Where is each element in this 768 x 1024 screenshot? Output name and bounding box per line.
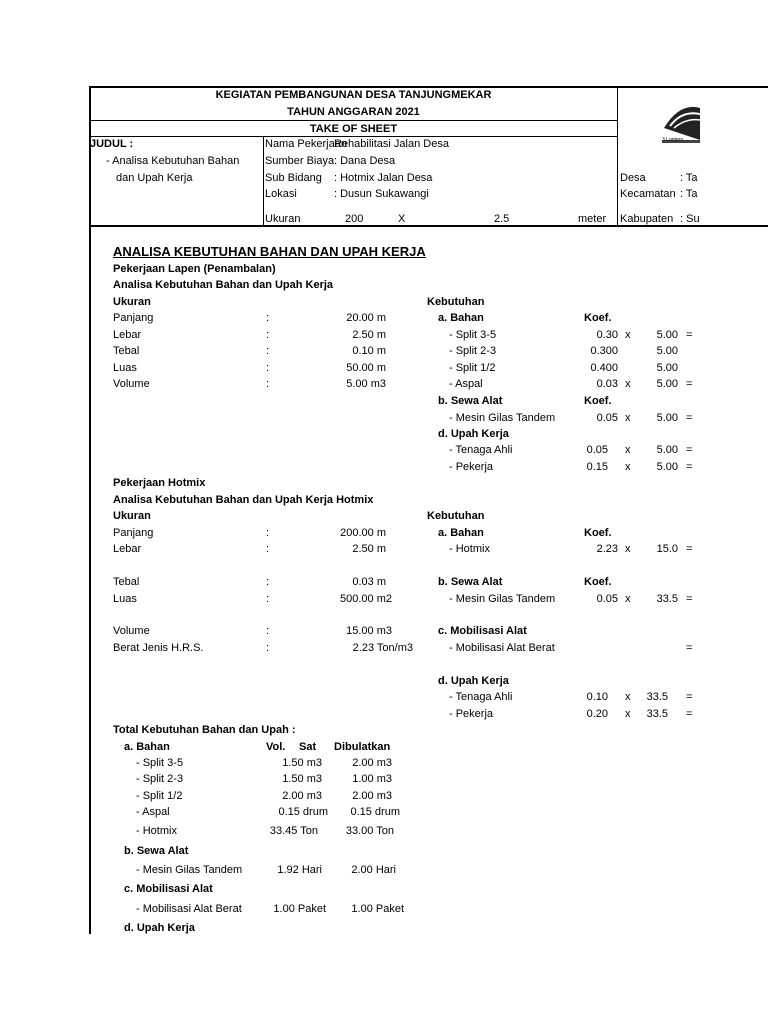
- total-col-dibulatkan: Dibulatkan: [334, 741, 391, 753]
- total-sewa: b. Sewa Alat: [124, 845, 189, 857]
- hotmix-row-value: 0.03 m: [352, 576, 386, 588]
- lapen-bahan-mult: 5.00: [656, 345, 678, 357]
- logo-caption: 3 Lantern…: [662, 137, 689, 143]
- hotmix-bahan-mult: 15.0: [656, 543, 678, 555]
- hotmix-upah-label: - Tenaga Ahli: [449, 691, 513, 703]
- judul-line-1: - Analisa Kebutuhan Bahan: [106, 155, 240, 167]
- hotmix-row-colon: :: [266, 527, 270, 539]
- lapen-upah-mult: 5.00: [656, 444, 678, 456]
- kabupaten-value: : Su: [680, 213, 700, 225]
- hotmix-row-colon: :: [266, 642, 270, 654]
- hotmix-row-colon: :: [266, 625, 270, 637]
- hotmix-bahan: a. Bahan: [438, 527, 484, 539]
- hotmix-row-value: 2.23 Ton/m3: [352, 642, 413, 654]
- nama-pekerjaan-value: Rehabilitasi Jalan Desa: [334, 138, 449, 150]
- hotmix-row-colon: :: [266, 576, 270, 588]
- total-bahan-bulat: 2.00 m3: [352, 790, 392, 802]
- lapen-row-label: Panjang: [113, 312, 154, 324]
- total-bahan-label: - Hotmix: [136, 825, 177, 837]
- total-mobilisasi: c. Mobilisasi Alat: [124, 883, 213, 895]
- hotmix-upah-mult: 33.5: [646, 691, 668, 703]
- total-mobilisasi-label: - Mobilisasi Alat Berat: [136, 903, 242, 915]
- desa-value: : Ta: [680, 172, 698, 184]
- lapen-row-value: 20.00 m: [346, 312, 386, 324]
- ukuran-label: Ukuran: [265, 213, 301, 225]
- lapen-bahan-x: x: [625, 378, 631, 390]
- lapen-title: Pekerjaan Lapen (Penambalan): [113, 263, 276, 275]
- ukuran-length: 200: [345, 213, 364, 225]
- hotmix-sewa-koef: Koef.: [584, 576, 612, 588]
- total-bahan-label: - Split 2-3: [136, 773, 184, 785]
- lapen-row-label: Volume: [113, 378, 150, 390]
- lapen-bahan-koef: 0.30: [596, 329, 618, 341]
- hotmix-mobilisasi-label: - Mobilisasi Alat Berat: [449, 642, 555, 654]
- lapen-ukuran: Ukuran: [113, 296, 151, 308]
- desa-label: Desa: [620, 172, 646, 184]
- lapen-sewa-eq: =: [686, 412, 693, 424]
- lapen-sewa-mult: 5.00: [656, 412, 678, 424]
- lapen-upah-eq: =: [686, 461, 693, 473]
- total-bahan-bulat: 2.00 m3: [352, 757, 392, 769]
- lapen-sewa-label: - Mesin Gilas Tandem: [449, 412, 556, 424]
- hotmix-sewa-koef-value: 0.05: [596, 593, 618, 605]
- lapen-sewa-koef: Koef.: [584, 395, 612, 407]
- header-divider-logo: [617, 86, 618, 226]
- lapen-bahan-mult: 5.00: [656, 329, 678, 341]
- lapen-bahan-label: - Split 3-5: [449, 329, 497, 341]
- kabupaten-label: Kabupaten: [620, 213, 674, 225]
- total-bahan-bulat: 0.15 drum: [350, 806, 400, 818]
- hotmix-row-label: Luas: [113, 593, 137, 605]
- lapen-row-colon: :: [266, 378, 270, 390]
- lapen-bahan-eq: =: [686, 378, 693, 390]
- lapen-upah: d. Upah Kerja: [438, 428, 509, 440]
- hotmix-mobilisasi: c. Mobilisasi Alat: [438, 625, 527, 637]
- total-sewa-vol: 1.92 Hari: [277, 864, 322, 876]
- judul-line-2: dan Upah Kerja: [116, 172, 193, 184]
- hotmix-sewa-mult: 33.5: [656, 593, 678, 605]
- hotmix-mobilisasi-eq: =: [686, 642, 693, 654]
- total-mobilisasi-bulat: 1.00 Paket: [351, 903, 404, 915]
- hotmix-row-colon: :: [266, 593, 270, 605]
- lapen-bahan-koef: 0.300: [590, 345, 618, 357]
- hotmix-bahan-eq: =: [686, 543, 693, 555]
- total-bahan: a. Bahan: [124, 741, 170, 753]
- judul-label: JUDUL :: [90, 138, 134, 150]
- hotmix-bahan-koef: 2.23: [596, 543, 618, 555]
- lapen-upah-mult: 5.00: [656, 461, 678, 473]
- lapen-row-value: 0.10 m: [352, 345, 386, 357]
- hotmix-upah: d. Upah Kerja: [438, 675, 509, 687]
- lapen-subtitle: Analisa Kebutuhan Bahan dan Upah Kerja: [113, 279, 334, 291]
- hotmix-sewa-x: x: [625, 593, 631, 605]
- lapen-row-label: Tebal: [113, 345, 140, 357]
- sumber-biaya-value: : Dana Desa: [334, 155, 396, 167]
- lapen-row-label: Luas: [113, 362, 137, 374]
- lokasi-value: : Dusun Sukawangi: [334, 188, 429, 200]
- lapen-sewa-x: x: [625, 412, 631, 424]
- lapen-row-colon: :: [266, 312, 270, 324]
- lapen-row-colon: :: [266, 345, 270, 357]
- total-bahan-vol: 33.45 Ton: [269, 825, 318, 837]
- hotmix-row-label: Volume: [113, 625, 150, 637]
- lapen-row-value: 5.00 m3: [346, 378, 386, 390]
- hotmix-title: Pekerjaan Hotmix: [113, 477, 206, 489]
- header-line-2: TAHUN ANGGARAN 2021: [287, 106, 420, 118]
- hotmix-row-label: Lebar: [113, 543, 142, 555]
- hotmix-upah-koef: 0.10: [586, 691, 608, 703]
- hotmix-sewa-label: - Mesin Gilas Tandem: [449, 593, 556, 605]
- total-bahan-bulat: 1.00 m3: [352, 773, 392, 785]
- hotmix-upah-label: - Pekerja: [449, 708, 494, 720]
- hotmix-row-value: 15.00 m3: [346, 625, 392, 637]
- header-left-border: [89, 86, 91, 934]
- total-upah: d. Upah Kerja: [124, 922, 195, 934]
- sumber-biaya-label: Sumber Biaya: [265, 155, 335, 167]
- hotmix-row-colon: :: [266, 543, 270, 555]
- kecamatan-value: : Ta: [680, 188, 698, 200]
- lapen-row-label: Lebar: [113, 329, 142, 341]
- hotmix-bahan-x: x: [625, 543, 631, 555]
- lapen-bahan-eq: =: [686, 329, 693, 341]
- ukuran-width: 2.5: [494, 213, 510, 225]
- hotmix-koef: Koef.: [584, 527, 612, 539]
- lapen-row-value: 2.50 m: [352, 329, 386, 341]
- hotmix-kebutuhan: Kebutuhan: [427, 510, 485, 522]
- total-col-vol: Vol.: [266, 741, 286, 753]
- hotmix-upah-mult: 33.5: [646, 708, 668, 720]
- hotmix-upah-x: x: [625, 691, 631, 703]
- lapen-bahan-koef: 0.03: [596, 378, 618, 390]
- hotmix-upah-eq: =: [686, 691, 693, 703]
- sub-bidang-label: Sub Bidang: [265, 172, 322, 184]
- lapen-bahan-label: - Split 2-3: [449, 345, 497, 357]
- total-bahan-label: - Split 1/2: [136, 790, 183, 802]
- hotmix-row-label: Berat Jenis H.R.S.: [113, 642, 204, 654]
- lapen-bahan-mult: 5.00: [656, 378, 678, 390]
- lapen-koef: Koef.: [584, 312, 612, 324]
- total-col-sat: Sat: [299, 741, 317, 753]
- total-sewa-label: - Mesin Gilas Tandem: [136, 864, 243, 876]
- total-bahan-bulat: 33.00 Ton: [345, 825, 394, 837]
- hotmix-upah-x: x: [625, 708, 631, 720]
- lapen-row-colon: :: [266, 329, 270, 341]
- hotmix-sewa: b. Sewa Alat: [438, 576, 503, 588]
- hotmix-row-label: Panjang: [113, 527, 154, 539]
- lapen-upah-x: x: [625, 461, 631, 473]
- sub-bidang-value: : Hotmix Jalan Desa: [334, 172, 433, 184]
- lapen-upah-koef: 0.15: [586, 461, 608, 473]
- page-title: ANALISA KEBUTUHAN BAHAN DAN UPAH KERJA: [113, 244, 426, 259]
- lapen-bahan-koef: 0.400: [590, 362, 618, 374]
- hotmix-row-value: 200.00 m: [340, 527, 386, 539]
- nama-pekerjaan-label: Nama Pekerjaan: [265, 138, 347, 150]
- total-bahan-vol: 2.00 m3: [282, 790, 322, 802]
- total-bahan-vol: 1.50 m3: [282, 757, 322, 769]
- hotmix-sewa-eq: =: [686, 593, 693, 605]
- header-line-1: KEGIATAN PEMBANGUNAN DESA TANJUNGMEKAR: [215, 89, 492, 101]
- hotmix-upah-koef: 0.20: [586, 708, 608, 720]
- lokasi-label: Lokasi: [265, 188, 297, 200]
- lapen-bahan: a. Bahan: [438, 312, 484, 324]
- lapen-bahan-label: - Split 1/2: [449, 362, 496, 374]
- total-sewa-bulat: 2.00 Hari: [351, 864, 396, 876]
- hotmix-row-value: 500.00 m2: [340, 593, 392, 605]
- lapen-upah-label: - Pekerja: [449, 461, 494, 473]
- hotmix-ukuran: Ukuran: [113, 510, 151, 522]
- total-bahan-label: - Split 3-5: [136, 757, 184, 769]
- header-row-line-1: [89, 120, 618, 121]
- total-bahan-vol: 0.15 drum: [278, 806, 328, 818]
- hotmix-upah-eq: =: [686, 708, 693, 720]
- lapen-sewa-koef-value: 0.05: [596, 412, 618, 424]
- ukuran-x: X: [398, 213, 406, 225]
- lapen-upah-x: x: [625, 444, 631, 456]
- lapen-row-colon: :: [266, 362, 270, 374]
- lapen-upah-label: - Tenaga Ahli: [449, 444, 513, 456]
- total-bahan-label: - Aspal: [136, 806, 170, 818]
- header-line-3: TAKE OF SHEET: [309, 123, 398, 135]
- total-mobilisasi-vol: 1.00 Paket: [273, 903, 326, 915]
- ukuran-unit: meter: [578, 213, 607, 225]
- kecamatan-label: Kecamatan: [620, 188, 676, 200]
- hotmix-row-value: 2.50 m: [352, 543, 386, 555]
- total-title: Total Kebutuhan Bahan dan Upah :: [113, 724, 296, 736]
- hotmix-subtitle: Analisa Kebutuhan Bahan dan Upah Kerja Hotmix: [113, 494, 374, 506]
- lapen-bahan-x: x: [625, 329, 631, 341]
- lapen-row-value: 50.00 m: [346, 362, 386, 374]
- header-divider-judul: [263, 136, 264, 226]
- lapen-bahan-mult: 5.00: [656, 362, 678, 374]
- hotmix-bahan-label: - Hotmix: [449, 543, 490, 555]
- lapen-bahan-label: - Aspal: [449, 378, 483, 390]
- lapen-kebutuhan: Kebutuhan: [427, 296, 485, 308]
- lapen-upah-koef: 0.05: [586, 444, 608, 456]
- lapen-sewa: b. Sewa Alat: [438, 395, 503, 407]
- total-bahan-vol: 1.50 m3: [282, 773, 322, 785]
- lapen-upah-eq: =: [686, 444, 693, 456]
- hotmix-row-label: Tebal: [113, 576, 140, 588]
